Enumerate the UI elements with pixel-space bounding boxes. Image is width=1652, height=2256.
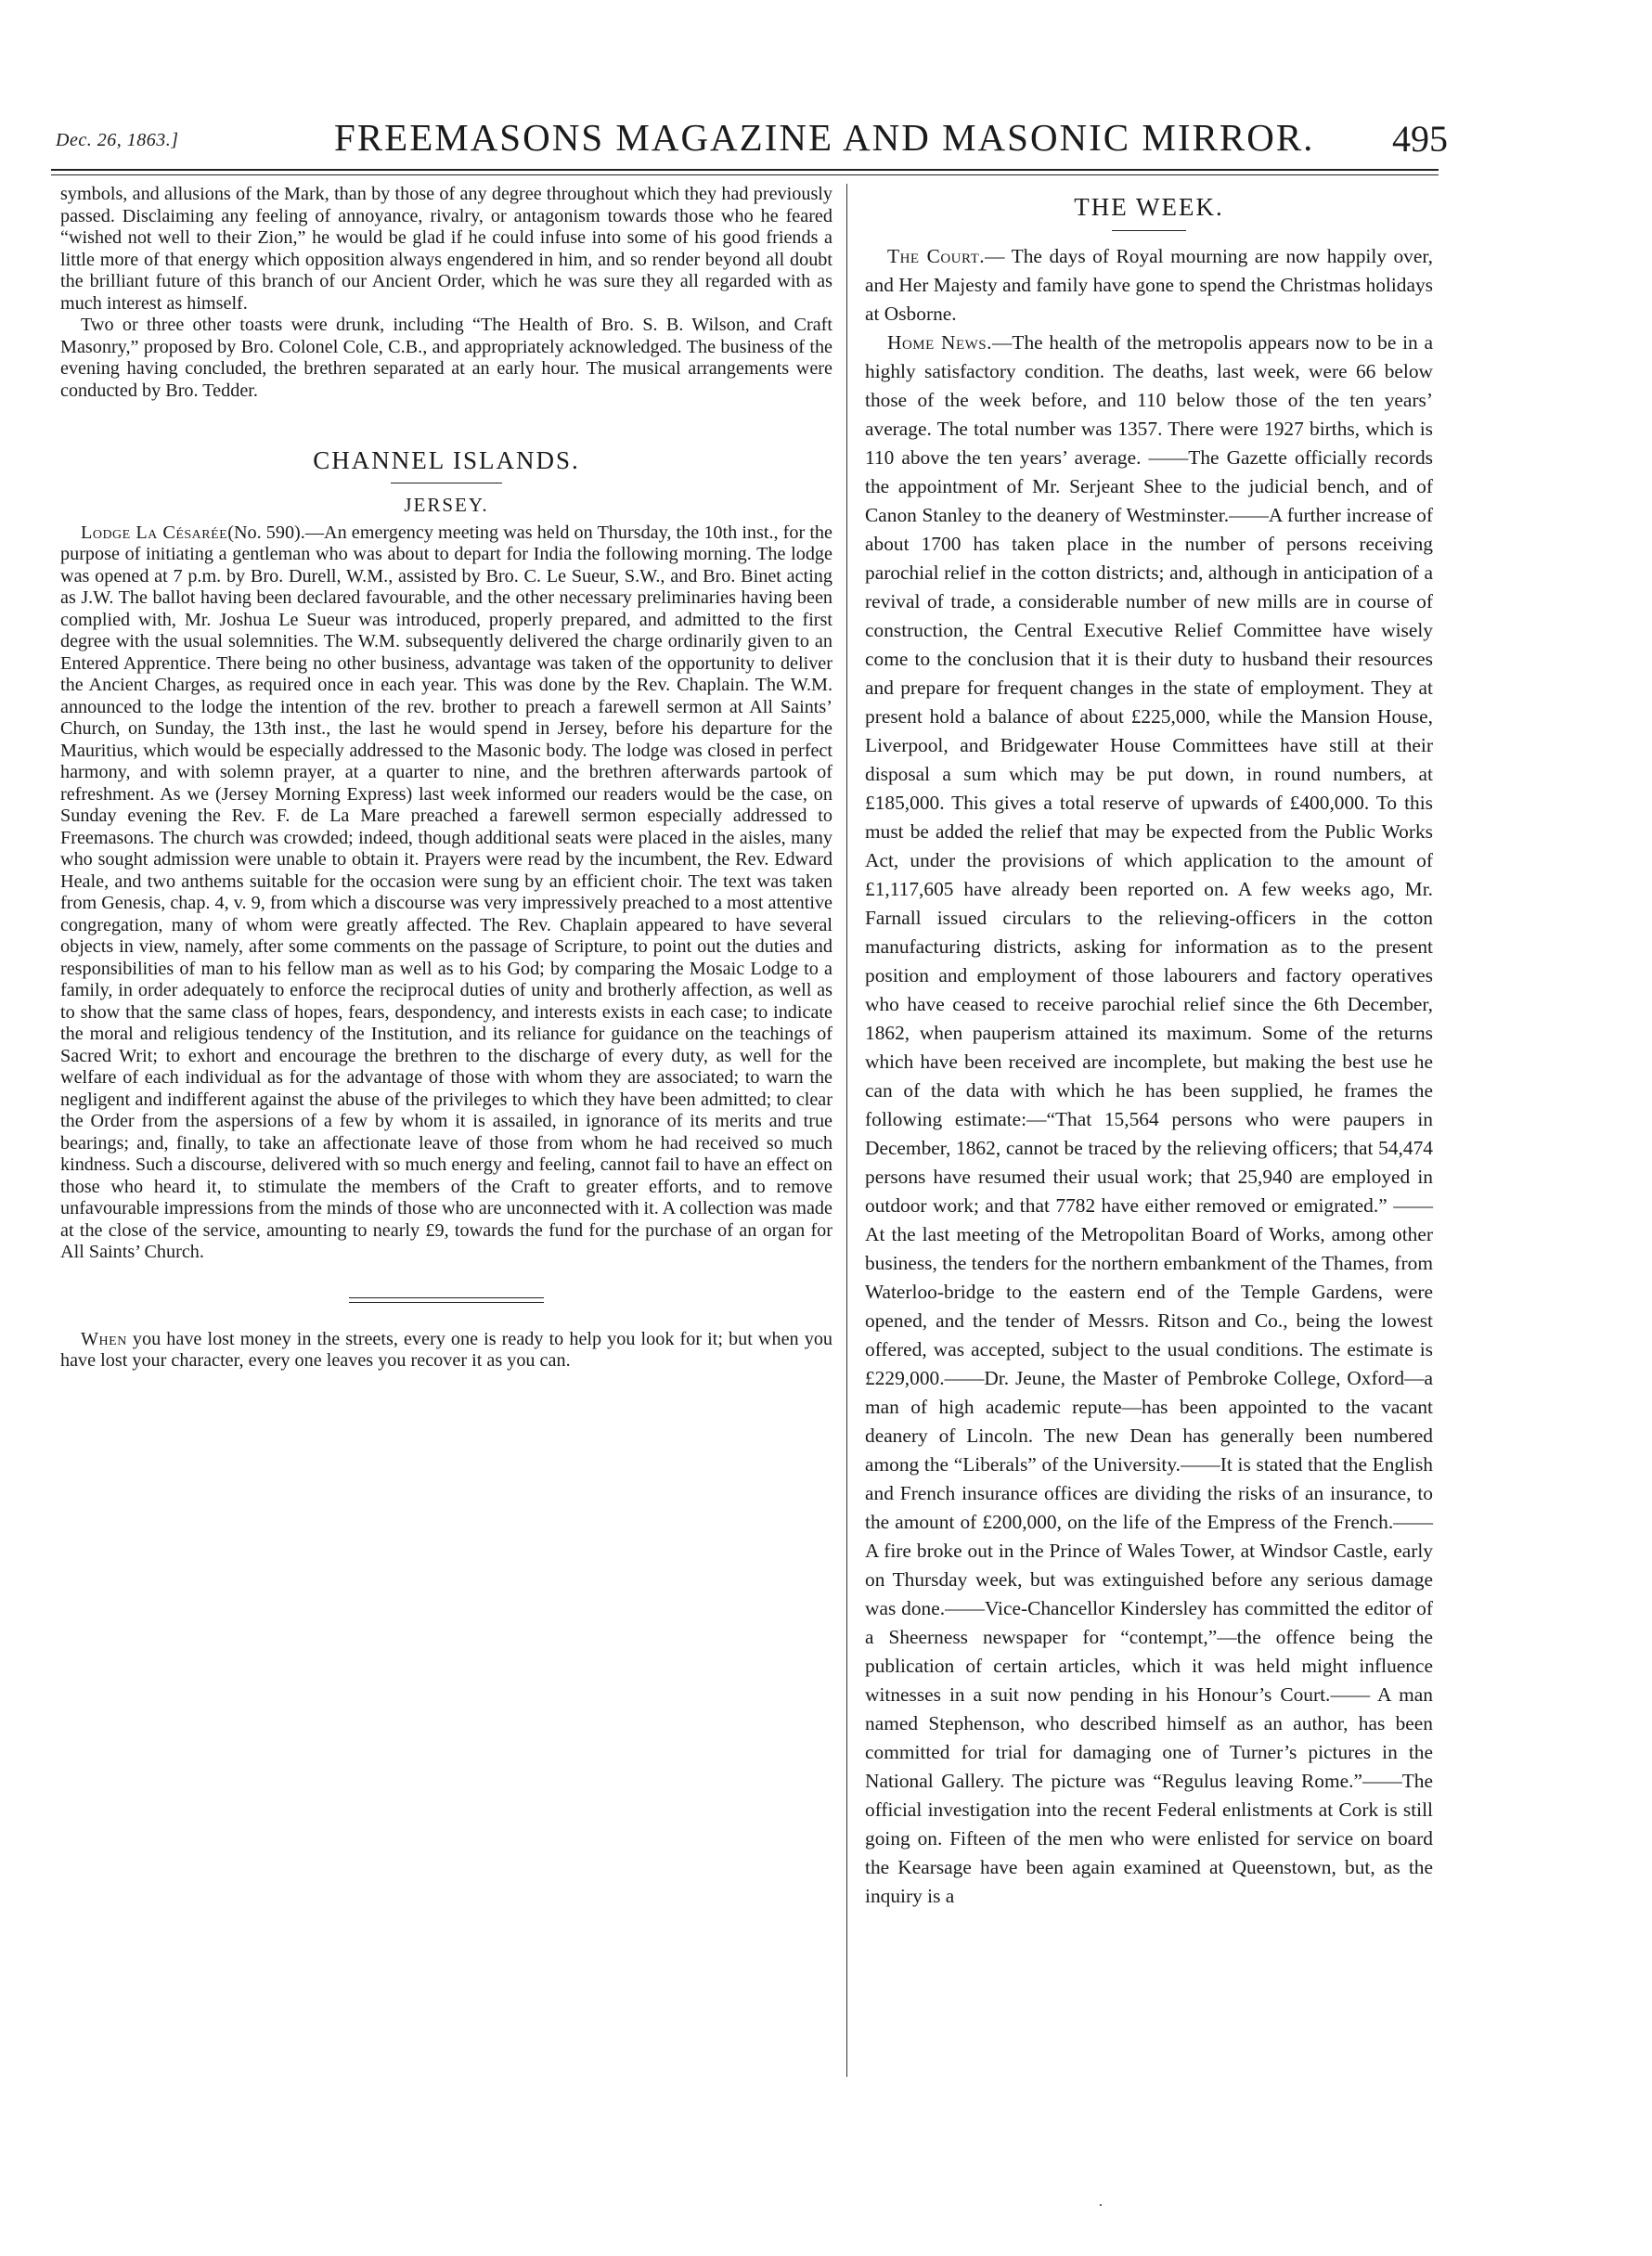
court-text: — The days of Royal mourning are now happily over, and Her Majesty and family have gone to spend the Christmas holidays at Osborne. bbox=[865, 245, 1433, 325]
home-news-paragraph bbox=[865, 329, 1433, 1911]
toasts-paragraph: Two or three other toasts were drunk, including “The Health of Bro. S. B. Wilson, and Craft Masonry,” proposed by Bro. Colonel Cole, C.B., and appropriately acknowledged. The business of the evening having concluded, the brethren separated at an early hour. The musical arrangements were conducted by Bro. Tedder. bbox=[60, 315, 832, 401]
lodge-report bbox=[60, 522, 832, 1264]
section-heading: CHANNEL ISLANDS. bbox=[313, 446, 580, 474]
double-rule bbox=[349, 1297, 544, 1303]
header-rule bbox=[51, 169, 1439, 171]
section-subheading: JERSEY. bbox=[404, 494, 489, 516]
page-number: 495 bbox=[1392, 118, 1448, 160]
intro-paragraph: symbols, and allusions of the Mark, than by those of any degree throughout which they had previously passed. Disclaiming any feeling of annoyance, rivalry, or antagonism towards those who he feared “wished not well to their Zion,” he would be glad if he could infuse into some of his good friends a little more of that energy which opposition always engendered in him, and so render beyond all doubt the brilliant future of this branch of our Ancient Order, which he was sure they all regarded with as much interest as himself. bbox=[60, 184, 832, 314]
masthead-title: FREEMASONS MAGAZINE AND MASONIC MIRROR. bbox=[334, 116, 1315, 159]
column-divider bbox=[846, 184, 847, 2077]
home-news-lead: Home News. bbox=[887, 331, 992, 354]
court-lead: The Court. bbox=[887, 245, 986, 267]
right-column bbox=[865, 184, 1433, 1911]
left-column bbox=[60, 184, 832, 1373]
header-rule-thin bbox=[51, 174, 1439, 175]
lodge-report-text: (No. 590).—An emergency meeting was held on Thursday, the 10th inst., for the purpose of initiating a gentleman who was about to depart for India the following morning. The lodge was opened at 7 p.m. by Bro. Durell, W.M., assisted by Bro. C. Le Sueur, S.W., and Bro. Binet acting as J.W. The ballot having been declared favourable, and the other necessary preliminaries having been complied with, Mr. Joshua Le Sueur was introduced, properly prepared, and admitted to the first degree with the usual solemnities. The W.M. subsequently delivered the charge ordinarily given to an Entered Apprentice. There being no other business, advantage was taken of the opportunity to deliver the Ancient Charges, as required once in each year. This was done by the Rev. Chaplain. The W.M. announced to the lodge the intention of the rev. brother to preach a farewell sermon at All Saints’ Church, on Sunday, the 13th inst., the last he would spend in Jersey, before his departure for the Mauritius, which would be especially addressed to the Masonic body. The lodge was closed in perfect harmony, and with solemn prayer, at a quarter to nine, and the brethren afterwards partook of refreshment. As we (Jersey Morning Express) last week informed our readers would be the case, on Sunday evening the Rev. F. de La Mare preached a farewell sermon especially addressed to Freemasons. The church was crowded; indeed, though additional seats were placed in the aisles, many who sought admission were unable to obtain it. Prayers were read by the incumbent, the Rev. Edward Heale, and two anthems suitable for the occasion were sung by an efficient choir. The text was taken from Genesis, chap. 4, v. 9, from which a discourse was very impressively preached to a most attentive congregation, many of whom were greatly affected. The Rev. Chaplain appeared to have several objects in view, namely, after some comments on the passage of Scripture, to point out the duties and responsibilities of man to his fellow man as well as to his God; by comparing the Mosaic Lodge to a family, in order adequately to enforce the reciprocal duties of unity and brotherly affection, as well as to show that the same class of hopes, fears, despondency, and interests exists in each case; to indicate the moral and religious tendency of the Institution, and its reliance for guidance on the teachings of Sacred Writ; to exhort and encourage the brethren to the discharge of every duty, as well for the welfare of each individual as for the advantage of those with whom they are associated; to warn the negligent and indifferent against the abuse of the privileges to which they have been admitted; to clear the Order from the aspersions of a few by whom it is assailed, in ignorance of its merits and true bearings; and, finally, to take an affectionate leave of those from whom he had received so much kindness. Such a discourse, delivered with so much energy and feeling, cannot fail to have an effect on those who heard it, to stimulate the members of the Craft to greater efforts, and to remove unfavourable impressions from the minds of those who are unconnected with it. A collection was made at the close of the service, amounting to nearly £9, towards the fund for the purchase of an organ for All Saints’ Church. bbox=[60, 522, 832, 1262]
issue-date: Dec. 26, 1863.] bbox=[56, 130, 179, 150]
maxim-lead: When bbox=[81, 1328, 127, 1349]
the-week-rule bbox=[1112, 230, 1186, 231]
maxim-paragraph bbox=[60, 1329, 832, 1373]
home-news-text: —The health of the metropolis appears now to be in a highly satisfactory condition. The deaths, last week, were 66 below those of the week before, and 110 below those of the ten years’ average. The total number was 1357. There were 1927 births, which is 110 above the ten years’ average. ——The Gazette officially records the appointment of Mr. Serjeant Shee to the judicial bench, and of Canon Stanley to the deanery of Westminster.——A further increase of about 1700 has taken place in the number of persons receiving parochial relief in the cotton districts; and, although in anticipation of a revival of trade, a considerable number of new mills are in course of construction, the Central Executive Relief Committee have wisely come to the conclusion that it is their duty to husband their resources and prepare for frequent changes in the state of employment. They at present hold a balance of about £225,000, while the Mansion House, Liverpool, and Bridgewater House Committees have still at their disposal a sum which may be put down, in round numbers, at £185,000. This gives a total reserve of upwards of £400,000. To this must be added the relief that may be expected from the Public Works Act, under the provisions of which application to the amount of £1,117,605 have already been reported on. A few weeks ago, Mr. Farnall issued circulars to the relieving-officers in the cotton manufacturing districts, asking for information as to the present position and employment of those labourers and factory operatives who have ceased to receive parochial relief since the 6th December, 1862, when pauperism attained its maximum. Some of the returns which have been received are incomplete, but making the best use he can of the data with which he has been supplied, he frames the following estimate:—“That 15,564 persons who were paupers in December, 1862, cannot be traced by the relieving officers; that 54,474 persons have resumed their usual work; that 25,940 are employed in outdoor work; and that 7782 have either removed or emigrated.” —— At the last meeting of the Metropolitan Board of Works, among other business, the tenders for the northern embankment of the Thames, from Waterloo-bridge to the eastern end of the Temple Gardens, were opened, and the tender of Messrs. Ritson and Co., being the lowest offered, was accepted, subject to the usual conditions. The estimate is £229,000.——Dr. Jeune, the Master of Pembroke College, Oxford—a man of high academic repute—has been appointed to the vacant deanery of Lincoln. The new Dean has generally been numbered among the “Liberals” of the University.——It is stated that the English and French insurance offices are dividing the risks of an insurance, to the amount of £200,000, on the life of the Empress of the French.——A fire broke out in the Prince of Wales Tower, at Windsor Castle, early on Thursday week, but was extinguished before any serious damage was done.——Vice-Chancellor Kindersley has committed the editor of a Sheerness newspaper for “contempt,”—the offence being the publication of certain articles, which it was held might influence witnesses in a suit now pending in his Honour’s Court.—— A man named Stephenson, who described himself as an author, has been committed for trial for damaging one of Turner’s pictures in the National Gallery. The picture was “Regulus leaving Rome.”——The official investigation into the recent Federal enlistments at Cork is still going on. Fifteen of the men who were enlisted for service on board the Kearsage have been again examined at Queenstown, but, as the inquiry is a bbox=[865, 331, 1433, 1907]
court-paragraph bbox=[865, 242, 1433, 329]
the-week-heading: THE WEEK. bbox=[1074, 193, 1224, 221]
lodge-name: Lodge La Césarée bbox=[81, 522, 228, 543]
footer-mark: . bbox=[1099, 2194, 1103, 2210]
maxim-text: you have lost money in the streets, every one is ready to help you look for it; but when you have lost your character, every one leaves you recover it as you can. bbox=[60, 1328, 833, 1371]
